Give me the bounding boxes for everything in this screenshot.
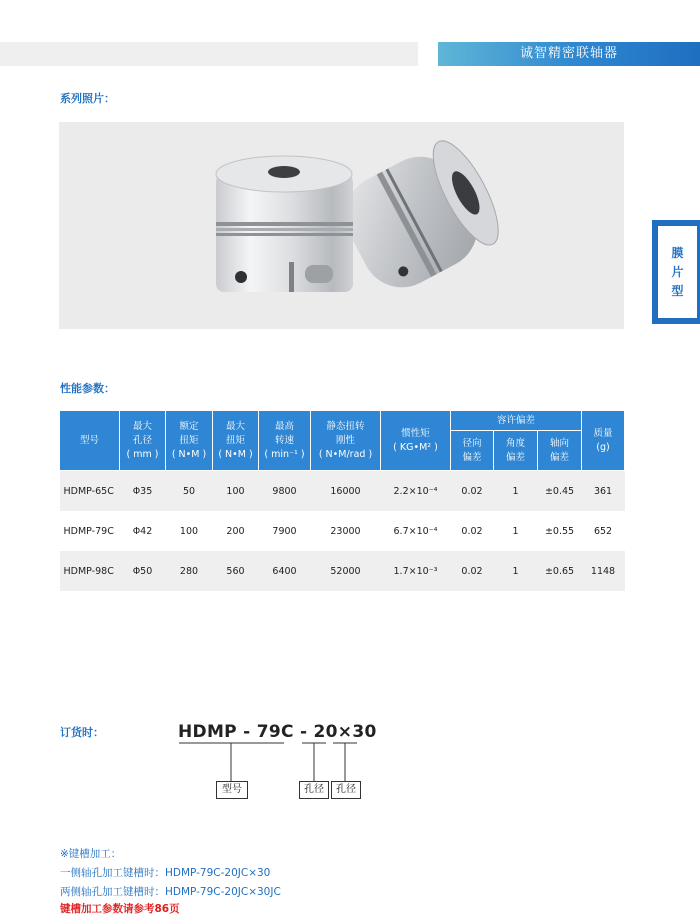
cell-bore: Φ50	[120, 551, 166, 591]
cell-model: HDMP-98C	[60, 551, 120, 591]
cell-model: HDMP-65C	[60, 471, 120, 512]
cell-radial: 0.02	[461, 525, 483, 537]
side-tab-char: 型	[671, 283, 684, 298]
keyway-both-sides: 两侧轴孔加工键槽时：HDMP-79C-20JC×30JC	[60, 886, 281, 898]
cell-inertia: 1.7×10⁻³	[381, 551, 451, 591]
cell-inertia: 2.2×10⁻⁴	[381, 471, 451, 512]
header-max-speed: 最高 转速 ( min⁻¹ )	[259, 411, 311, 471]
keyway-notes	[60, 845, 281, 916]
label-bore-2: 孔径	[331, 781, 361, 799]
cell-max: 560	[213, 551, 259, 591]
side-tab-char: 膜	[671, 245, 684, 260]
cell-mass: 652	[593, 525, 613, 537]
cell-angular: 1	[494, 551, 538, 591]
cell-max: 200	[226, 525, 245, 537]
cell-rated: 100	[179, 525, 199, 537]
cell-rated: 280	[166, 551, 213, 591]
header-rated-torque: 额定 扭矩 ( N•M )	[166, 411, 213, 471]
header-radial: 径向 偏差	[451, 431, 494, 471]
header-angular: 角度 偏差	[494, 431, 538, 471]
cell-model: HDMP-79C	[63, 525, 114, 537]
header-axial: 轴向 偏差	[538, 431, 582, 471]
cell-stiffness: 16000	[311, 471, 381, 512]
cell-max: 100	[213, 471, 259, 512]
cell-speed: 9800	[259, 471, 311, 512]
cell-bore: Φ35	[120, 471, 166, 512]
cell-radial: 0.02	[451, 551, 494, 591]
cell-inertia: 6.7×10⁻⁴	[393, 525, 438, 537]
side-tab-char: 片	[671, 264, 684, 279]
cell-speed: 6400	[259, 551, 311, 591]
header-max-torque: 最大 扭矩 ( N•M )	[213, 411, 259, 471]
order-code: HDMP - 79C - 20×30	[178, 722, 377, 742]
cell-radial: 0.02	[451, 471, 494, 512]
cell-speed: 7900	[272, 525, 297, 537]
order-section-title: 订货时：	[60, 726, 104, 739]
keyway-reference: 键槽加工参数请参考86页	[60, 903, 180, 915]
cell-axial: ±0.55	[544, 525, 575, 537]
cell-mass: 1148	[582, 551, 625, 591]
label-model: 型号	[216, 781, 248, 799]
header-tolerance: 容许偏差	[451, 411, 582, 431]
keyway-title: ※键槽加工：	[60, 848, 122, 860]
cell-stiffness: 23000	[330, 525, 361, 537]
keyway-one-side: 一侧轴孔加工键槽时：HDMP-79C-20JC×30	[60, 867, 271, 879]
performance-section-title: 性能参数：	[60, 382, 115, 395]
cell-angular: 1	[494, 471, 538, 512]
cell-axial: ±0.65	[538, 551, 582, 591]
cell-angular: 1	[512, 525, 519, 537]
cell-stiffness: 52000	[311, 551, 381, 591]
cell-mass: 361	[582, 471, 625, 512]
header-static-stiffness: 静态扭转 刚性 ( N•M/rad )	[311, 411, 381, 471]
label-bore-1: 孔径	[299, 781, 329, 799]
header-inertia: 惯性矩 ( KG•M² )	[381, 411, 451, 471]
header-title: 诚智精密联轴器	[438, 42, 700, 66]
photo-section-title: 系列照片：	[60, 92, 115, 105]
cell-rated: 50	[166, 471, 213, 512]
header-model: 型号	[60, 411, 120, 471]
cell-bore: Φ42	[132, 525, 153, 537]
header-max-bore: 最大 孔径 ( mm )	[120, 411, 166, 471]
cell-axial: ±0.45	[538, 471, 582, 512]
header-mass: 质量 (g)	[582, 411, 625, 471]
